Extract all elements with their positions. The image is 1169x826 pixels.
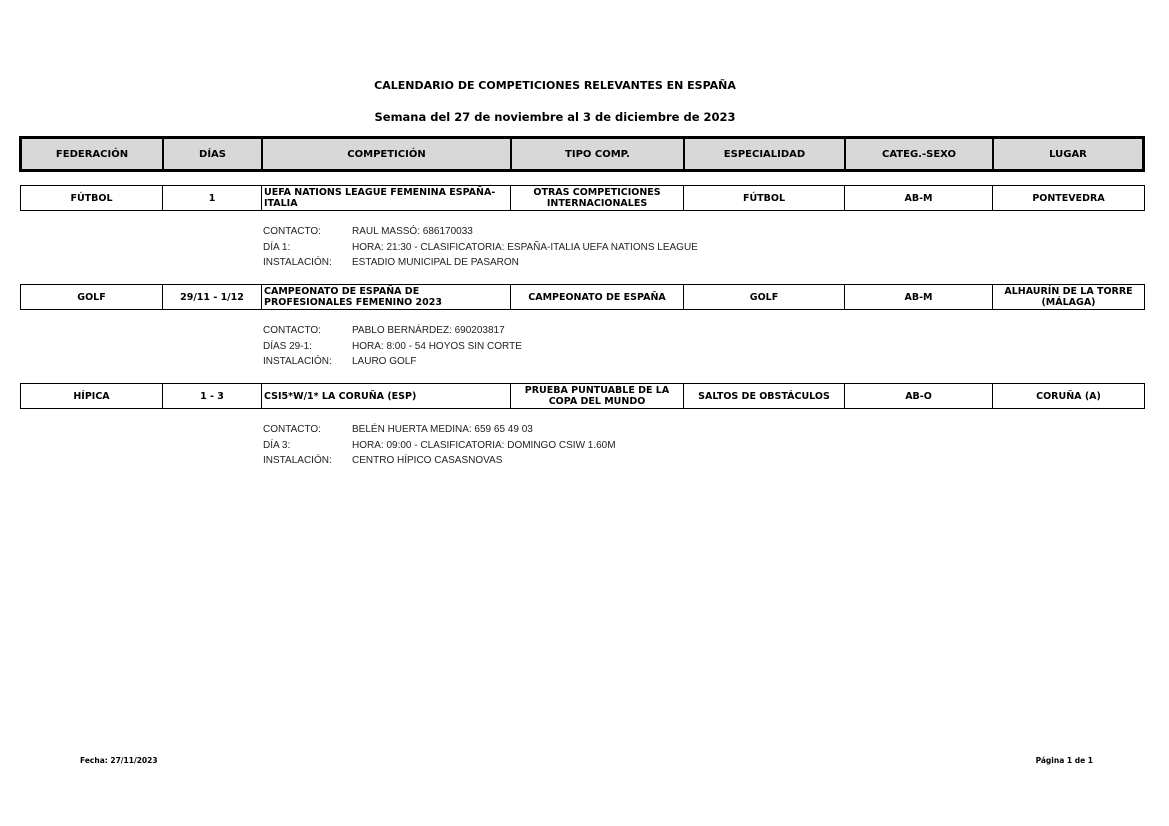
cell-tipo: OTRAS COMPETICIONES INTERNACIONALES	[511, 186, 684, 210]
detail-label: INSTALACIÓN:	[263, 257, 332, 268]
cell-especialidad: FÚTBOL	[684, 186, 845, 210]
header-tipo: TIPO COMP.	[512, 139, 685, 169]
detail-label: DÍAS 29-1:	[263, 340, 312, 352]
header-especialidad: ESPECIALIDAD	[685, 139, 846, 169]
entry-details	[263, 226, 698, 273]
table-header	[19, 136, 1145, 172]
detail-value: ESTADIO MUNICIPAL DE PASARON	[352, 257, 519, 268]
cell-dias: 29/11 - 1/12	[163, 285, 262, 309]
detail-line	[263, 455, 616, 471]
detail-label: DÍA 3:	[263, 439, 291, 451]
cell-categ: AB-O	[845, 384, 993, 408]
cell-dias: 1	[163, 186, 262, 210]
cell-dias: 1 - 3	[163, 384, 262, 408]
detail-line	[263, 356, 522, 372]
detail-label: CONTACTO:	[263, 325, 321, 336]
cell-especialidad: SALTOS DE OBSTÁCULOS	[684, 384, 845, 408]
cell-lugar: PONTEVEDRA	[1032, 192, 1105, 204]
detail-label: INSTALACIÓN:	[263, 455, 332, 466]
table-row	[20, 383, 1145, 409]
header-dias: DÍAS	[164, 139, 263, 169]
cell-federacion: FÚTBOL	[21, 186, 163, 210]
detail-label: DÍA 1:	[263, 241, 291, 253]
cell-competicion: CAMPEONATO DE ESPAÑA DE PROFESIONALES FEMENINO 2023	[262, 285, 511, 309]
cell-federacion: HÍPICA	[21, 384, 163, 408]
cell-categ: AB-M	[845, 186, 993, 210]
table-row	[20, 185, 1145, 211]
header-lugar: LUGAR	[1049, 148, 1087, 160]
entry-details	[263, 325, 522, 372]
detail-value: LAURO GOLF	[352, 356, 417, 367]
header-competicion: COMPETICIÓN	[263, 139, 512, 169]
cell-tipo: CAMPEONATO DE ESPAÑA	[511, 285, 684, 309]
detail-line	[263, 424, 616, 440]
header-categ: CATEG.-SEXO	[846, 139, 994, 169]
detail-line	[263, 226, 698, 242]
detail-value: CENTRO HÍPICO CASASNOVAS	[352, 455, 503, 466]
footer-page-number: Página 1 de 1	[1035, 756, 1093, 765]
cell-lugar: CORUÑA (A)	[1036, 390, 1101, 402]
cell-federacion: GOLF	[21, 285, 163, 309]
detail-value: BELÉN HUERTA MEDINA: 659 65 49 03	[352, 424, 533, 435]
cell-competicion: CSI5*W/1* LA CORUÑA (ESP)	[262, 384, 511, 408]
document-title: CALENDARIO DE COMPETICIONES RELEVANTES EN ESPAÑA	[374, 79, 736, 92]
detail-line	[263, 341, 522, 357]
detail-label: INSTALACIÓN:	[263, 356, 332, 367]
detail-line	[263, 440, 616, 456]
detail-line	[263, 325, 522, 341]
detail-label: CONTACTO:	[263, 424, 321, 435]
detail-value: HORA: 21:30 - CLASIFICATORIA: ESPAÑA-ITALIA UEFA NATIONS LEAGUE	[352, 241, 698, 253]
header-federacion: FEDERACIÓN	[22, 139, 164, 169]
footer-date: Fecha: 27/11/2023	[80, 756, 158, 765]
detail-label: CONTACTO:	[263, 226, 321, 237]
cell-competicion: UEFA NATIONS LEAGUE FEMENINA ESPAÑA-ITALIA	[262, 186, 511, 210]
detail-value: HORA: 8:00 - 54 HOYOS SIN CORTE	[352, 340, 522, 352]
cell-especialidad: GOLF	[684, 285, 845, 309]
detail-line	[263, 242, 698, 258]
detail-value: PABLO BERNÁRDEZ: 690203817	[352, 325, 505, 336]
cell-lugar: ALHAURÍN DE LA TORRE (MÁLAGA)	[1004, 286, 1133, 308]
cell-categ: AB-M	[845, 285, 993, 309]
detail-value: RAUL MASSÓ: 686170033	[352, 226, 473, 237]
document-subtitle: Semana del 27 de noviembre al 3 de diciembre de 2023	[374, 110, 736, 124]
table-row	[20, 284, 1145, 310]
entry-details	[263, 424, 616, 471]
cell-tipo: PRUEBA PUNTUABLE DE LA COPA DEL MUNDO	[511, 384, 684, 408]
detail-line	[263, 257, 698, 273]
detail-value: HORA: 09:00 - CLASIFICATORIA: DOMINGO CSIW 1.60M	[352, 439, 616, 451]
